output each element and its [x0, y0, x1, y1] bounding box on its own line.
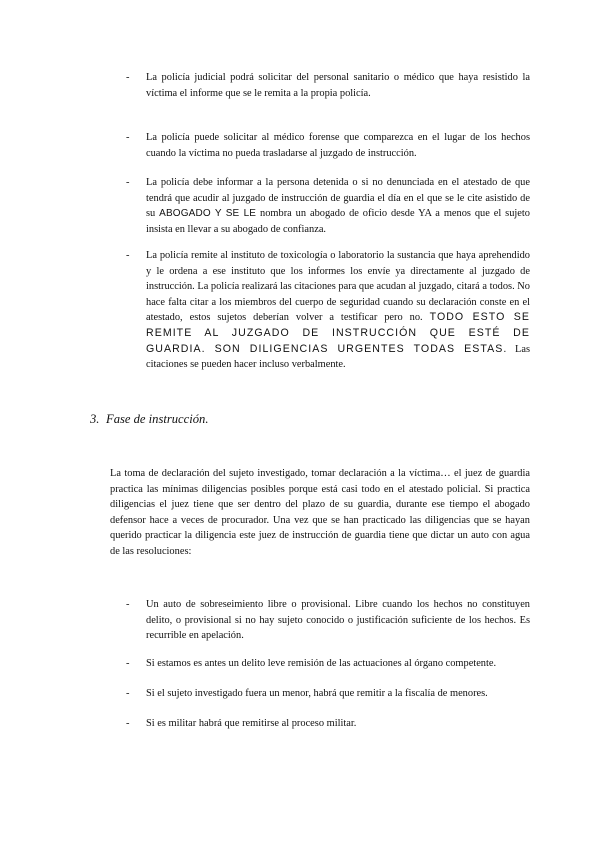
bullet-dash: -: [126, 132, 130, 143]
list-item: [126, 130, 530, 161]
list-item: [126, 656, 530, 672]
text-run: Las citaciones se pueden hacer incluso verbalmente.: [146, 343, 530, 371]
section-title: Fase de instrucción.: [106, 412, 209, 426]
list-item: [126, 248, 530, 373]
list-item-text: [146, 248, 530, 373]
bullet-dash: -: [126, 688, 130, 699]
bullet-dash: -: [126, 599, 130, 610]
text-run: nombra un abogado de oficio desde YA a menos que el sujeto insista en llevar a su abogado de confianza.: [146, 208, 531, 235]
list-item-text: La policía puede solicitar al médico forense que comparezca en el lugar de los hechos cuando la víctima no pueda trasladarse al juzgado de instrucción.: [146, 132, 530, 159]
list-item: [126, 716, 530, 732]
section-number: 3.: [90, 412, 100, 426]
list-item: [126, 70, 530, 101]
emphasis-caps: TODO ESTO SE REMITE AL JUZGADO DE INSTRUCCIÓN QUE ESTÉ DE GUARDIA. SON DILIGENCIAS URGENTES TODAS ESTAS.: [146, 311, 531, 355]
bullet-dash: -: [126, 718, 130, 729]
bullet-dash: -: [126, 177, 130, 188]
bullet-dash: -: [126, 250, 130, 261]
list-item-text: Si estamos es antes un delito leve remisión de las actuaciones al órgano competente.: [146, 658, 497, 669]
body-paragraph: La toma de declaración del sujeto investigado, tomar declaración a la víctima… el juez de guardia practica las mínimas diligencias posibles porque está casi todo en el atestado policial. Si practica diligencias el juez tiene que ser dentro del plazo de su guardia, durante ese tiempo el abogado defensor hace a veces de procurador. Una vez que se han practicado las diligencias que se hayan querido practicar la diligencia este juez de instrucción de guardia tiene que dictar un auto con agua de las resoluciones:: [110, 468, 530, 557]
list-item: [126, 686, 530, 702]
list-item-text: La policía judicial podrá solicitar del personal sanitario o médico que haya resistido la víctima el informe que se le remita a la propia policía.: [146, 72, 530, 99]
bullet-dash: -: [126, 658, 130, 669]
emphasis-caps: ABOGADO Y SE LE: [159, 208, 257, 220]
section-heading: [90, 411, 208, 427]
list-item: [126, 175, 530, 237]
bullet-dash: -: [126, 72, 130, 83]
list-item-text: Si el sujeto investigado fuera un menor, habrá que remitir a la fiscalía de menores.: [146, 688, 488, 699]
list-item-text: Un auto de sobreseimiento libre o provisional. Libre cuando los hechos no constituyen delito, o provisional si no hay sujeto conocido o justificación suficiente de los hechos. Es recurrible en apelación.: [146, 599, 530, 642]
list-item-text: [146, 175, 530, 237]
list-item-text: Si es militar habrá que remitirse al proceso militar.: [146, 718, 357, 729]
text-run: La policía debe informar a la persona detenida o si no denunciada en el atestado de que tendrá que acudir al juzgado de instrucción de guardia el día en el que se le cite asistido de su: [146, 177, 530, 220]
text-run: La policía remite al instituto de toxicología o laboratorio la sustancia que haya aprehendido y le ordena a ese instituto que los informes los envíe ya directamente al juzgado de instrucción. La policía realizará las citaciones para que acudan al juzgado, citará a todos. No hace falta citar a los miembros del cuerpo de seguridad cuando su declaración conste en el atestado, estos sujetos deberían volver a testificar pero no.: [146, 250, 530, 324]
list-item: [126, 597, 530, 644]
